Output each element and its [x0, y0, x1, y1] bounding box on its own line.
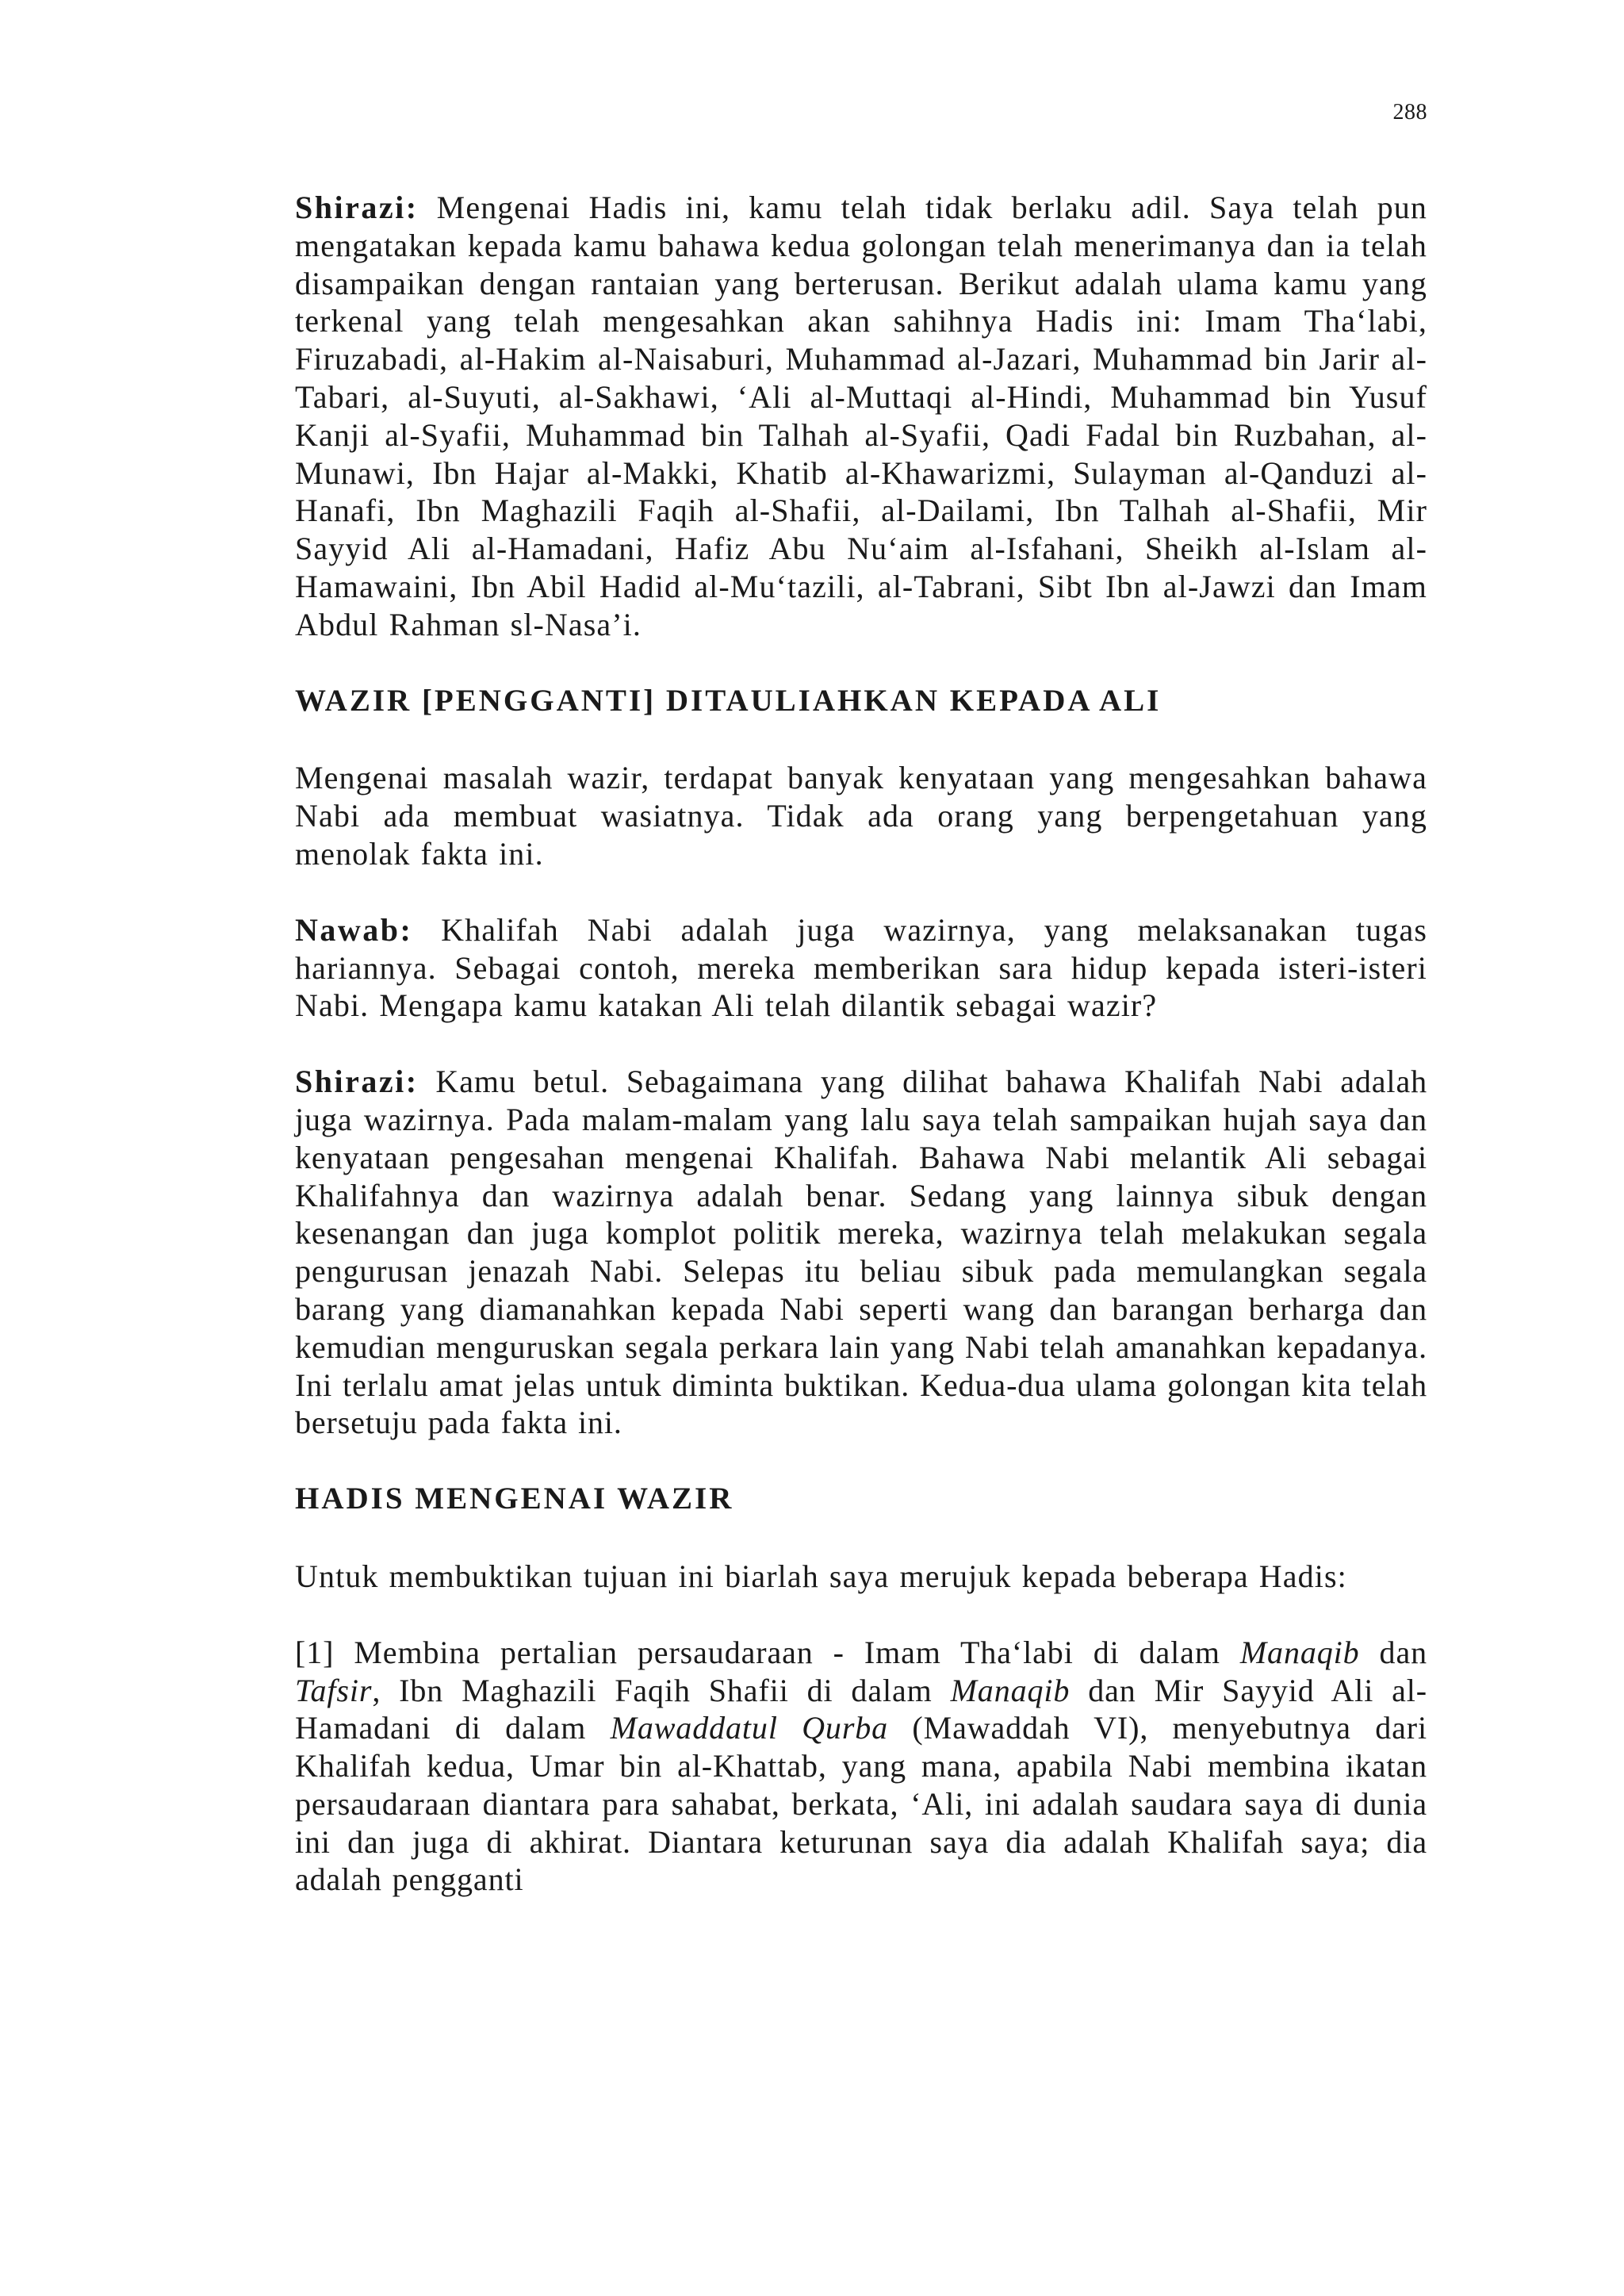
text-run: (Mawaddah VI), menyebutnya dari Khalifah kedua, Umar bin al-Khattab, yang mana, apabila Nabi membina ikatan persaudaraan diantara para sahabat, berkata, ‘Ali, ini adalah saudara saya di dunia ini dan juga di akhirat. Diantara keturunan saya dia adalah Khalifah saya; dia adalah pengganti	[295, 1710, 1427, 1898]
speaker-label: Nawab:	[295, 911, 413, 948]
text-run: dan Mir Sayyid Ali al-Hamadani di dalam	[295, 1672, 1427, 1746]
paragraph-wazir-intro	[295, 759, 1427, 872]
spacer	[295, 644, 1427, 682]
book-title: Mawaddatul Qurba	[610, 1710, 889, 1746]
section-heading-wazir: WAZIR [PENGGANTI] DITAULIAHKAN KEPADA ALI	[295, 683, 1162, 718]
paragraph-shirazi-reply	[295, 1063, 1427, 1442]
book-title: Manaqib	[1239, 1634, 1360, 1670]
spacer	[295, 719, 1427, 759]
book-title: Tafsir	[295, 1672, 373, 1708]
spacer	[295, 1596, 1427, 1634]
text-run: [1] Membina pertalian persaudaraan - Imam Tha‘labi di dalam	[295, 1634, 1240, 1670]
paragraph-text: Mengenai Hadis ini, kamu telah tidak berlaku adil. Saya telah pun mengatakan kepada kamu bahawa kedua golongan telah menerimanya dan ia telah disampaikan dengan rantaian yang berterusan. Berikut adalah ulama kamu yang terkenal yang telah mengesahkan akan sahihnya Hadis ini: Imam Tha‘labi, Firuzabadi, al-Hakim al-Naisaburi, Muhammad al-Jazari, Muhammad bin Jarir al-Tabari, al-Suyuti, al-Sakhawi, ‘Ali al-Muttaqi al-Hindi, Muhammad bin Yusuf Kanji al-Syafii, Muhammad bin Talhah al-Syafii, Qadi Fadal bin Ruzbahan, al-Munawi, Ibn Hajar al-Makki, Khatib al-Khawarizmi, Sulayman al-Qanduzi al-Hanafi, Ibn Maghazili Faqih al-Shafii, al-Dailami, Ibn Talhah al-Shafii, Mir Sayyid Ali al-Hamadani, Hafiz Abu Nu‘aim al-Isfahani, Sheikh al-Islam al-Hamawaini, Ibn Abil Hadid al-Mu‘tazili, al-Tabrani, Sibt Ibn al-Jawzi dan Imam Abdul Rahman sl-Nasa’i.	[295, 190, 1427, 642]
page-body	[295, 189, 1427, 1899]
speaker-label: Shirazi:	[295, 190, 419, 225]
paragraph-text: Khalifah Nabi adalah juga wazirnya, yang melaksanakan tugas hariannya. Sebagai contoh, mereka memberikan sara hidup kepada isteri-isteri Nabi. Mengapa kamu katakan Ali telah dilantik sebagai wazir?	[295, 911, 1427, 1024]
paragraph-shirazi-narrators	[295, 189, 1427, 644]
paragraph-hadis-intro	[295, 1558, 1427, 1596]
paragraph-text: Mengenai masalah wazir, terdapat banyak kenyataan yang mengesahkan bahawa Nabi ada membuat wasiatnya. Tidak ada orang yang berpengetahuan yang menolak fakta ini.	[295, 760, 1427, 872]
paragraph-hadis-1	[295, 1634, 1427, 1899]
paragraph-text: Untuk membuktikan tujuan ini biarlah saya merujuk kepada beberapa Hadis:	[295, 1558, 1347, 1594]
paragraph-nawab	[295, 911, 1427, 1025]
section-heading-hadis: HADIS MENGENAI WAZIR	[295, 1481, 734, 1516]
book-title: Manaqib	[950, 1672, 1071, 1708]
text-run: dan	[1359, 1634, 1427, 1670]
speaker-label: Shirazi:	[295, 1064, 419, 1100]
spacer	[295, 1518, 1427, 1558]
spacer	[295, 1442, 1427, 1480]
paragraph-text: Kamu betul. Sebagaimana yang dilihat bahawa Khalifah Nabi adalah juga wazirnya. Pada malam-malam yang lalu saya telah sampaikan hujah saya dan kenyataan pengesahan mengenai Khalifah. Bahawa Nabi melantik Ali sebagai Khalifahnya dan wazirnya adalah benar. Sedang yang lainnya sibuk dengan kesenangan dan juga komplot politik mereka, wazirnya telah melakukan segala pengurusan jenazah Nabi. Selepas itu beliau sibuk pada memulangkan segala barang yang diamanahkan kepada Nabi seperti wang dan barangan berharga dan kemudian menguruskan segala perkara lain yang Nabi telah amanahkan kepadanya. Ini terlalu amat jelas untuk diminta buktikan. Kedua-dua ulama golongan kita telah bersetuju pada fakta ini.	[295, 1064, 1427, 1441]
spacer	[295, 1025, 1427, 1063]
text-run: , Ibn Maghazili Faqih Shafii di dalam	[372, 1672, 951, 1708]
page-number: 288	[1392, 100, 1427, 125]
spacer	[295, 873, 1427, 911]
